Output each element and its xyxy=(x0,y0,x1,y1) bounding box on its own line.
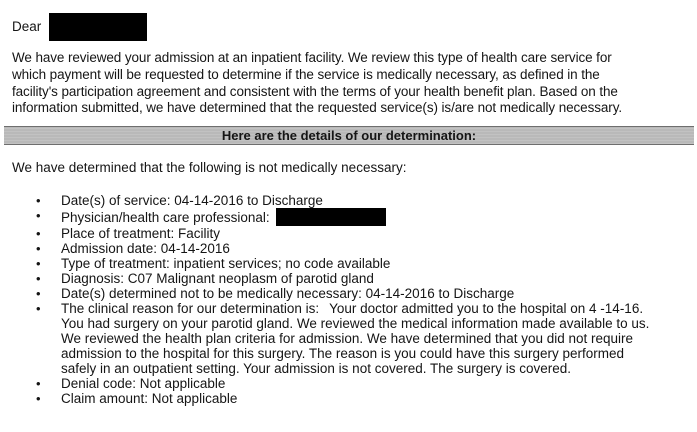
banner-title: Here are the details of our determination: xyxy=(221,128,477,143)
clinical-reason-text: admission to the hospital for this surgery. The reason is you could have this surgery performed xyxy=(61,346,625,361)
detail-item-type-of-treatment: • Type of treatment: inpatient services; no code available xyxy=(36,256,391,271)
clinical-reason-text: Your doctor admitted you to the hospital on 4 -14-16. xyxy=(329,301,644,316)
detail-item-clinical-reason xyxy=(34,301,694,376)
detail-item-admission-date: • Admission date: 04-14-2016 xyxy=(36,241,230,256)
lead-text: We have determined that the following is not medically necessary: xyxy=(12,160,407,175)
clinical-reason-text: You had surgery on your parotid gland. We reviewed the medical information made available to us. xyxy=(61,316,650,331)
bullet-icon: • xyxy=(36,376,41,391)
bullet-icon: • xyxy=(36,256,41,271)
bullet-icon: • xyxy=(36,271,41,286)
bullet-icon: • xyxy=(36,301,41,316)
intro-paragraph xyxy=(12,50,696,117)
bullet-icon: • xyxy=(36,241,41,256)
detail-item-denial-code: • Denial code: Not applicable xyxy=(36,376,226,391)
bullet-icon: • xyxy=(36,226,41,241)
salutation-line xyxy=(12,12,147,40)
intro-line: facility's participation agreement and consistent with the terms of your health benefit plan. Based on the xyxy=(12,83,618,99)
redacted-recipient-name xyxy=(49,13,147,41)
salutation-text: Dear xyxy=(12,18,42,34)
detail-item-dates-not-necessary: • Date(s) determined not to be medically necessary: 04-14-2016 to Discharge xyxy=(36,286,515,301)
bullet-icon: • xyxy=(36,193,41,208)
detail-item-claim-amount: • Claim amount: Not applicable xyxy=(36,391,238,406)
clinical-reason-text: We reviewed the health plan criteria for admission. We have determined that you did not require xyxy=(61,331,634,346)
detail-item-physician: • Physician/health care professional: xyxy=(34,208,694,226)
detail-item-diagnosis: • Diagnosis: C07 Malignant neoplasm of parotid gland xyxy=(36,271,374,286)
bullet-icon: • xyxy=(36,286,41,301)
detail-item-place-of-treatment: • Place of treatment: Facility xyxy=(36,226,221,241)
intro-line: We have reviewed your admission at an inpatient facility. We review this type of health care service for xyxy=(12,50,612,65)
bullet-icon: • xyxy=(36,208,41,223)
bullet-icon: • xyxy=(36,391,41,406)
determination-banner xyxy=(4,126,694,145)
clinical-reason-text: safely in an outpatient setting. Your admission is not covered. The surgery is covered. xyxy=(61,361,572,376)
clinical-reason-label: The clinical reason for our determination is: xyxy=(61,301,320,316)
redacted-physician-name xyxy=(276,208,386,226)
intro-line: information submitted, we have determined that the requested service(s) is/are not medically necessary. xyxy=(12,100,622,116)
intro-line: which payment will be requested to determine if the service is medically necessary, as defined in the xyxy=(12,66,600,82)
determination-details-list xyxy=(34,193,694,406)
detail-item-date-of-service: • Date(s) of service: 04-14-2016 to Discharge xyxy=(36,193,323,208)
